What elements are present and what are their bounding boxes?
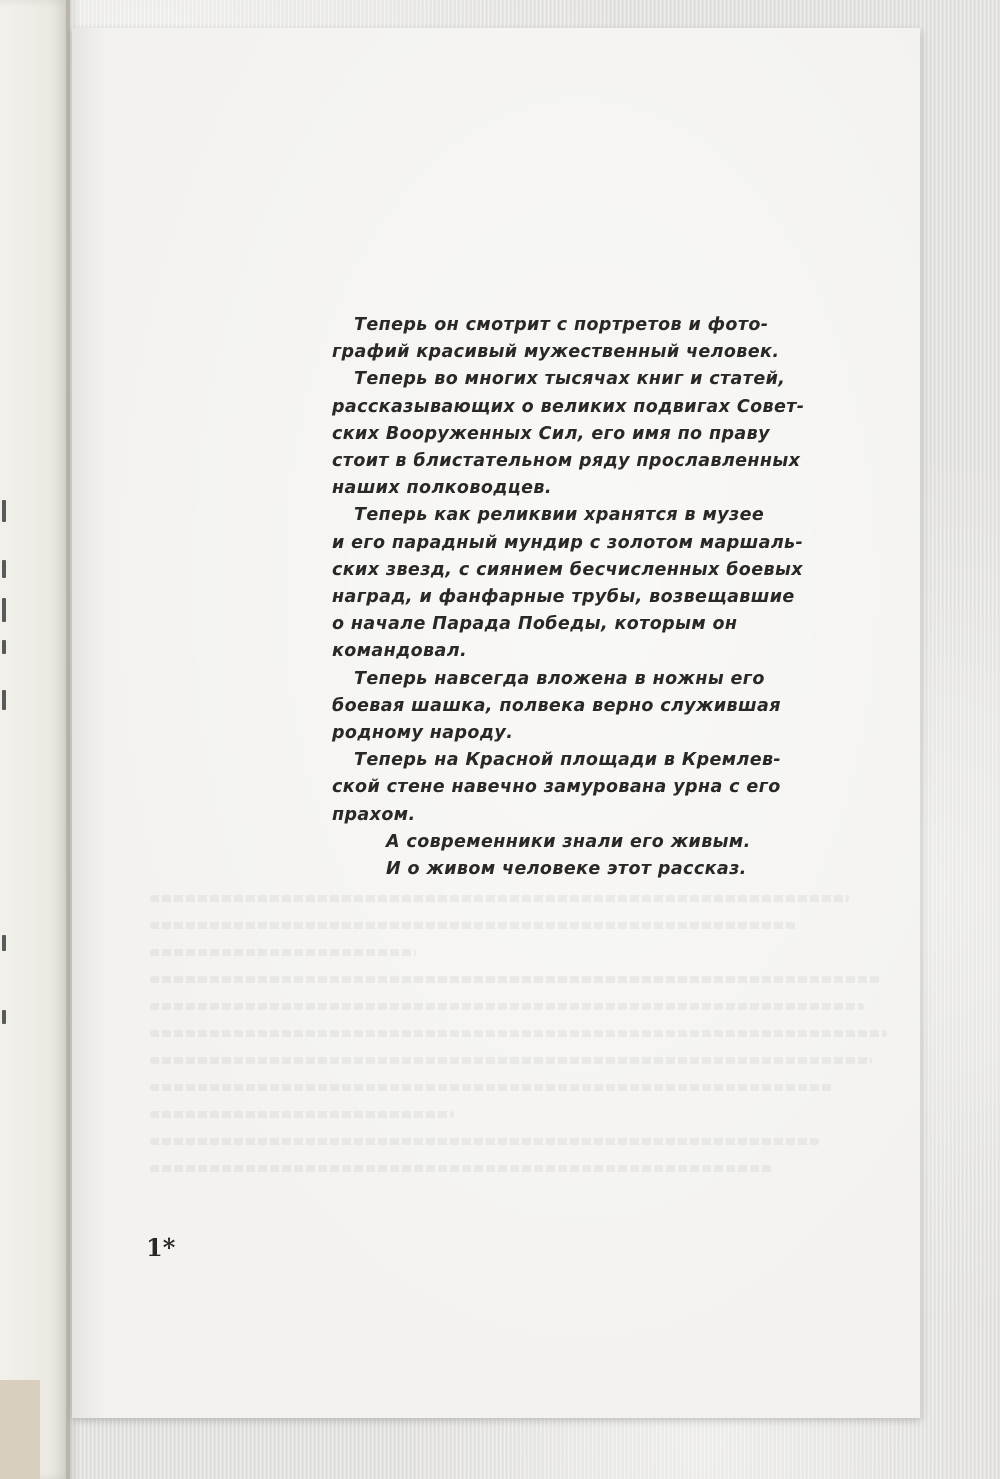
paragraph-books: Теперь во многих тысячах книг и статей, рассказывающих о великих подвигах Совет- ских Вооруженных Сил, его имя по праву стоит в блистательном ряду прославленных наших полководцев. [332,369,805,499]
show-through-text [150,895,910,1192]
paragraph-red-square: Теперь на Красной площади в Кремлев- ской стене навечно замурована урна с его прахом. [332,750,782,825]
paragraph-relics: Теперь как реликвии хранятся в музее и его парадный мундир с золотом маршаль- ских звезд, с сиянием бесчисленных боевых наград, и фанфарные трубы, возвещавшие о начале Парада Победы, которым он командовал. [332,505,804,662]
book-cover-edge [0,1380,40,1479]
paragraph-saber: Теперь навсегда вложена в ножны его боевая шашка, полвека верно служившая родному народу. [332,668,781,744]
paragraph-portraits: Теперь он смотрит с портретов и фото- графий красивый мужественный человек. [332,315,780,363]
closing-line-1: А современники знали его живым. [386,831,751,852]
closing-line-2: И о живом человеке этот рассказ. [386,859,747,880]
page-text [332,312,814,883]
signature-mark: 1* [146,1233,176,1262]
previous-page-edge [0,0,70,1479]
